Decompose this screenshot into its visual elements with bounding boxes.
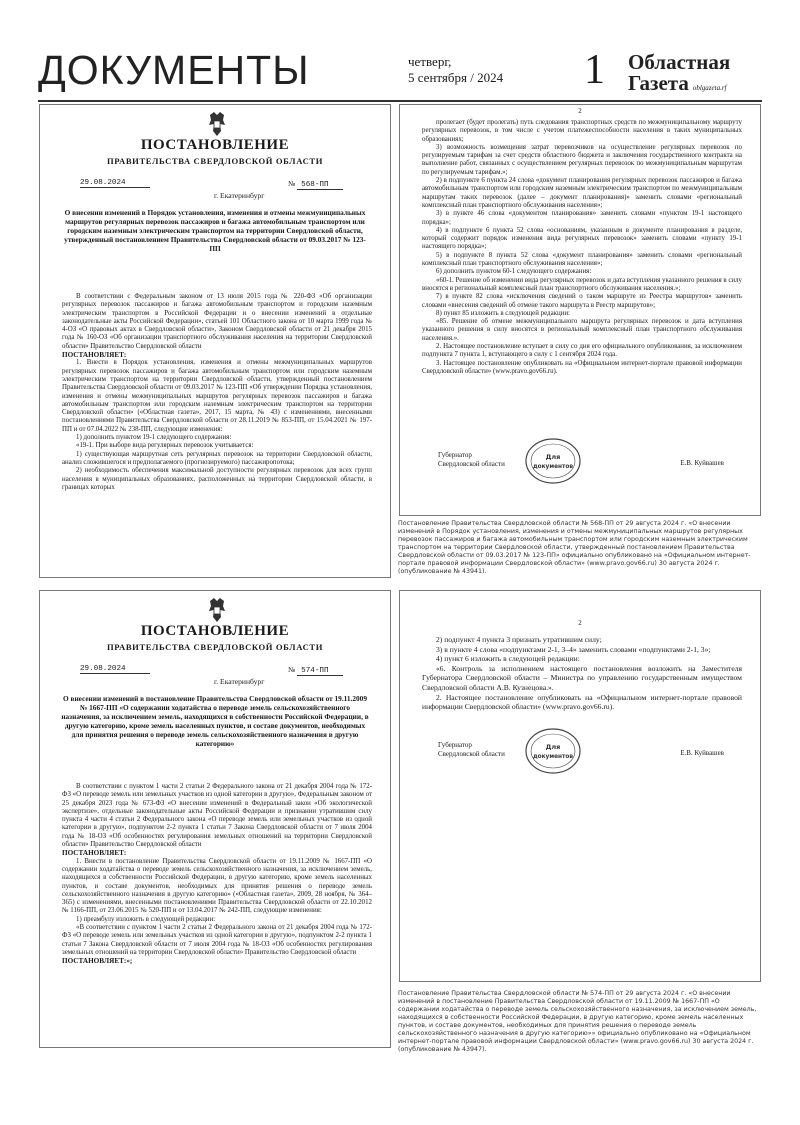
paragraph: 3) в пункте 46 слова «документом планирования» заменить словами «пунктом 19-1 настоящего порядка»; xyxy=(422,210,742,226)
document-body xyxy=(422,119,742,376)
document-type: ПОСТАНОВЛЕНИЕ xyxy=(140,137,290,153)
sheet-number: 2 xyxy=(578,107,582,115)
issue-date xyxy=(408,54,503,86)
paragraph: 2) в подпункте 6 пункта 24 слова «документ планирования регулярных перевозок пассажиров и багажа автомобильным транспортом или городским наземным электрическим транспортом по межмуниципальным маршрутам таких перевозок (далее – документ планирования)» заменить словами «региональный комплексный план транспортного обслуживания населения»; xyxy=(422,177,742,209)
stamp-text-1: Для xyxy=(545,453,561,461)
paragraph: пролегает (будет пролегать) путь следования транспортных средств по межмуниципальному маршруту регулярных перевозок, в том числе с учетом платежеспособности населения в таких муниципальных образованиях; xyxy=(422,119,742,143)
masthead xyxy=(38,46,762,102)
signatory-region: Свердловской области xyxy=(438,459,505,468)
signature-block xyxy=(438,731,724,775)
document-title: О внесении изменений в постановление Правительства Свердловской области от 19.11.2009 № 1667-ПП «О содержании ходатайства о переводе земель сельскохозяйственного назначения, за исключением земель, находящихся в собственности Российской Федерации, в другую категорию, кроме земель населенных пунктов, и составе документов, необходимых для принятия решения о переводе земель сельскохозяйственного назначения в другую категорию» xyxy=(61,694,369,748)
number-label: № xyxy=(288,179,296,188)
document-number xyxy=(288,665,343,675)
paragraph: «6. Контроль за исполнением настоящего постановления возложить на Заместителя Губернатора Свердловской области – Министра по управлению государственным имуществом Свердловской области А.В. Кузнецова.». xyxy=(422,663,742,692)
number-value: 574-ПП xyxy=(297,667,342,676)
page-number: 1 xyxy=(584,47,605,93)
resolves-heading: ПОСТАНОВЛЯЕТ: xyxy=(62,849,127,858)
issue-date-text: 5 сентября / 2024 xyxy=(408,70,504,85)
document-date: 29.08.2024 xyxy=(80,665,150,674)
paragraph: 2. Настоящее постановление вступает в силу со дня его официального опубликования, за исключением подпункта 7 пункта 1, вступающего в силу с 1 сентября 2024 года. xyxy=(422,343,742,359)
logo-word-2: Газета xyxy=(628,71,689,95)
stamp-text-1: Для xyxy=(545,743,561,751)
issuing-body: ПРАВИТЕЛЬСТВА СВЕРДЛОВСКОЙ ОБЛАСТИ xyxy=(107,156,323,166)
document-body xyxy=(422,635,742,712)
signatory-title xyxy=(438,451,505,468)
signatory-role: Губернатор xyxy=(438,741,472,749)
logo-line-1: Областная xyxy=(628,50,731,74)
signatory-name: Е.В. Куйвашев xyxy=(680,459,724,467)
signatory-title xyxy=(438,741,505,758)
number-value: 568-ПП xyxy=(297,181,342,190)
stamp-text-2: документов xyxy=(532,754,574,760)
paragraph: 1. Внести в Порядок установления, изменения и отмены межмуниципальных маршрутов регулярных перевозок пассажиров и багажа автомобильным транспортом или городским наземным электрическим транспортом на территории Свердловской области, утвержденный постановлением Правительства Свердловской области от 09.03.2017 № 123-ПП «Об утверждении Порядка установления, изменения и отмены межмуниципальных маршрутов регулярных перевозок пассажиров и багажа автомобильным транспортом или городским наземным электрическим транспортом на территории Свердловской области» («Областная газета», 2017, 15 марта, № 43) с изменениями, внесенными постановлениями Правительства Свердловской области от 28.11.2019 № 853-ПП, от 15.04.2021 № 197-ПП и от 07.04.2022 № 238-ПП, следующие изменения: xyxy=(62,359,372,433)
paragraph: 7) в пункте 82 слова «исключения сведений о таком маршруте из Реестра маршрутов» заменить словами «внесения сведений об отмене такого маршрута в Реестр маршрутов»; xyxy=(422,293,742,309)
signatory-name: Е.В. Куйвашев xyxy=(680,749,724,757)
paragraph: 1. Внести в постановление Правительства Свердловской области от 19.11.2009 № 1667-ПП «О содержании ходатайства о переводе земель сельскохозяйственного назначения, за исключением земель, находящихся в собственности Российской Федерации, в другую категорию, кроме земель населенных пунктов, и составе документов, необходимых для принятия решения о переводе земель сельскохозяйственного назначения в другую категорию» («Областная газета», 2009, 28 ноября, № 364–365) с изменениями, внесенными постановлениями Правительства Свердловской области от 22.10.2012 № 1166-ПП, от 23.06.2015 № 520-ПП и от 13.04.2017 № 242-ПП, следующие изменения: xyxy=(62,857,372,915)
paragraph: 3) в пункте 4 слова «подпунктами 2-1, 3–4» заменить словами «подпунктами 2-1, 3»; xyxy=(436,644,711,654)
issue-weekday: четверг, xyxy=(408,54,452,69)
masthead-rule xyxy=(38,100,762,102)
stamp-text-2: документов xyxy=(532,464,574,470)
paragraph: 6) дополнить пунктом 60-1 следующего содержания: xyxy=(436,268,592,276)
publication-note-568: Постановление Правительства Свердловской области № 568-ПП от 29 августа 2024 г. «О внесении изменений в Порядок установления, изменения и отмены межмуниципальных маршрутов регулярных перевозок пассажиров и багажа автомобильным транспортом или городским наземным электрическим транспортом на территории Свердловской области, утвержденный постановлением Правительства Свердловской области от 09.03.2017 № 123-ПП» официально опубликовано на «Официальном интернет-портале правовой информации Свердловской области» (www.pravo.gov66.ru) 30 августа 2024 г. (опубликование № 43941). xyxy=(398,520,751,575)
paragraph: 8) пункт 85 изложить в следующей редакции: xyxy=(436,309,570,317)
paragraph: 1) дополнить пунктом 19-1 следующего содержания: xyxy=(76,434,232,442)
paragraph: 3. Настоящее постановление опубликовать на «Официальном интернет-портале правовой информации Свердловской области» (www.pravo.gov66.ru). xyxy=(422,359,742,375)
document-panel-568 xyxy=(39,104,391,578)
official-stamp-icon xyxy=(524,437,582,485)
paragraph: В соответствии с пунктом 1 части 2 статьи 2 Федерального закона от 21 декабря 2004 года № 172-ФЗ «О переводе земель или земельных участков из одной категории в другую», Федеральным законом от 25 декабря 2023 года № 673-ФЗ «О внесении изменений в Федеральный закон «Об экологической экспертизе», отдельные законодательные акты Российской Федерации и признании утратившим силу пункта 4 части 4 статьи 2 Федерального закона «О переводе земель или земельных участков из одной категории в другую», подпунктом 2-2 пункта 1 статьи 7 Закона Свердловской области от 7 июля 2004 года № 18-ОЗ «Об особенностях регулирования земельных отношений на территории Свердловской области» Правительство Свердловской области xyxy=(62,783,372,849)
paragraph: «85. Решение об отмене межмуниципального маршрута регулярных перевозок и дата вступления указанного решения в силу вносятся в региональный комплексный план транспортного обслуживания населения.». xyxy=(422,318,742,342)
document-title: О внесении изменений в Порядок установления, изменения и отмены межмуниципальных маршрутов регулярных перевозок пассажиров и багажа автомобильным транспортом или городским наземным электрическим транспортом на территории Свердловской области, утвержденный постановлением Правительства Свердловской области от 09.03.2017 № 123-ПП xyxy=(64,208,366,253)
document-panel-574 xyxy=(39,590,391,1048)
document-body xyxy=(62,783,372,966)
paragraph: 4) пункт 6 изложить в следующей редакции: xyxy=(436,654,580,664)
publication-note-574: Постановление Правительства Свердловской области № 574-ПП от 29 августа 2024 г. «О внесении изменений в постановление Правительства Свердловской области от 19.11.2009 № 1667-ПП «О содержании ходатайства о переводе земель сельскохозяйственного назначения, за исключением земель, находящихся в собственности Российской Федерации, в другую категорию, кроме земель населенных пунктов, и составе документов, необходимых для принятия решения о переводе земель сельскохозяйственного назначения в другую категорию»» официально опубликовано на «Официальном интернет-портале правовой информации Свердловской области» (www.pravo.gov66.ru) 30 августа 2024 г. (опубликование № 43947). xyxy=(398,990,757,1053)
paragraph: 5) в подпункте 8 пункта 52 слова «документ планирования» заменить словами «региональный комплексный план транспортного обслуживания населения»; xyxy=(422,251,742,268)
document-number xyxy=(288,179,343,189)
document-body xyxy=(62,293,372,492)
document-type: ПОСТАНОВЛЕНИЕ xyxy=(140,623,290,639)
document-city: г. Екатеринбург xyxy=(214,677,265,686)
newspaper-logo xyxy=(628,52,730,99)
document-panel-574-page-2 xyxy=(399,590,761,982)
document-meta xyxy=(74,663,370,685)
signature-block xyxy=(438,441,724,485)
signatory-region: Свердловской области xyxy=(438,749,505,758)
resolves-heading: ПОСТАНОВЛЯЕТ: xyxy=(62,351,127,360)
document-panel-568-page-2 xyxy=(399,104,761,516)
paragraph: 2) необходимость обеспечения максимальной доступности регулярных перевозок для всех групп населения в муниципальных образованиях, расположенных на территории Свердловской области, в границах которых xyxy=(62,467,372,491)
paragraph: 1) преамбулу изложить в следующей редакции: xyxy=(76,915,216,923)
number-label: № xyxy=(288,665,296,674)
paragraph: «В соответствии с пунктом 1 части 2 статьи 2 Федерального закона от 21 декабря 2004 года № 172-ФЗ «О переводе земель или земельных участков из одной категории в другую», подпунктом 2-2 пункта 1 статьи 7 Закона Свердловской области от 7 июля 2004 года № 18-ОЗ «Об особенностях регулирования земельных отношений на территории Свердловской области» Правительство Свердловской области xyxy=(62,924,372,956)
signatory-role: Губернатор xyxy=(438,451,472,459)
document-city: г. Екатеринбург xyxy=(214,191,265,200)
site-name: oblgazeta.rf xyxy=(692,84,727,92)
section-title: ДОКУМЕНТЫ xyxy=(38,47,310,93)
logo-line-2 xyxy=(628,73,730,99)
paragraph: 3) возможность возмещения затрат перевозчиков на осуществление регулярных перевозок по регулируемым тарифам за счет средств областного бюджета и заключения государственного контракта на выполнение работ, связанных с осуществлением регулярных перевозок по межмуниципальным маршрутам по регулируемым тарифам.»; xyxy=(422,143,742,176)
paragraph: 2. Настоящее постановление опубликовать на «Официальном интернет-портале правовой информации Свердловской области» (www.pravo.gov66.ru). xyxy=(422,692,742,712)
document-meta xyxy=(74,177,370,199)
official-stamp-icon xyxy=(524,727,582,775)
resolves-heading: ПОСТАНОВЛЯЕТ:»; xyxy=(62,957,133,966)
paragraph: «60-1. Решение об изменении вида регулярных перевозок и дата вступления указанного решения в силу вносятся в региональный комплексный план транспортного обслуживания населения.»; xyxy=(422,276,742,292)
issuing-body: ПРАВИТЕЛЬСТВА СВЕРДЛОВСКОЙ ОБЛАСТИ xyxy=(107,642,323,652)
sheet-number: 2 xyxy=(578,619,582,627)
paragraph: 1) существующая маршрутная сеть регулярных перевозок на территории Свердловской области, анализ сложившегося и предполагаемого (прогнозируемого) пассажиропотока; xyxy=(62,450,372,466)
coat-of-arms-icon xyxy=(206,111,228,137)
paragraph: 2) подпункт 4 пункта 3 признать утратившим силу; xyxy=(436,635,602,644)
paragraph: «19-1. При выборе вида регулярных перевозок учитывается: xyxy=(76,442,254,450)
document-date: 29.08.2024 xyxy=(80,179,150,188)
coat-of-arms-icon xyxy=(206,597,228,623)
paragraph: В соответствии с Федеральным законом от 13 июля 2015 года № 220-ФЗ «Об организации регулярных перевозок пассажиров и багажа автомобильным транспортом и городским наземным электрическим транспортом в Российской Федерации и о внесении изменений в отдельные законодательные акты Российской Федерации», статьей 101 Областного закона от 10 марта 1999 года № 4-ОЗ «О правовых актах в Свердловской области», Законом Свердловской области от 21 декабря 2015 года № 160-ОЗ «Об организации транспортного обслуживания населения на территории Свердловской области» Правительство Свердловской области xyxy=(62,293,372,350)
paragraph: 4) в подпункте 6 пункта 52 слова «основаниям, указанным в документе планирования в разделе, который содержит порядок изменения вида регулярных перевозок» заменить словами «пункту 19-1 настоящего порядка»; xyxy=(422,226,742,251)
